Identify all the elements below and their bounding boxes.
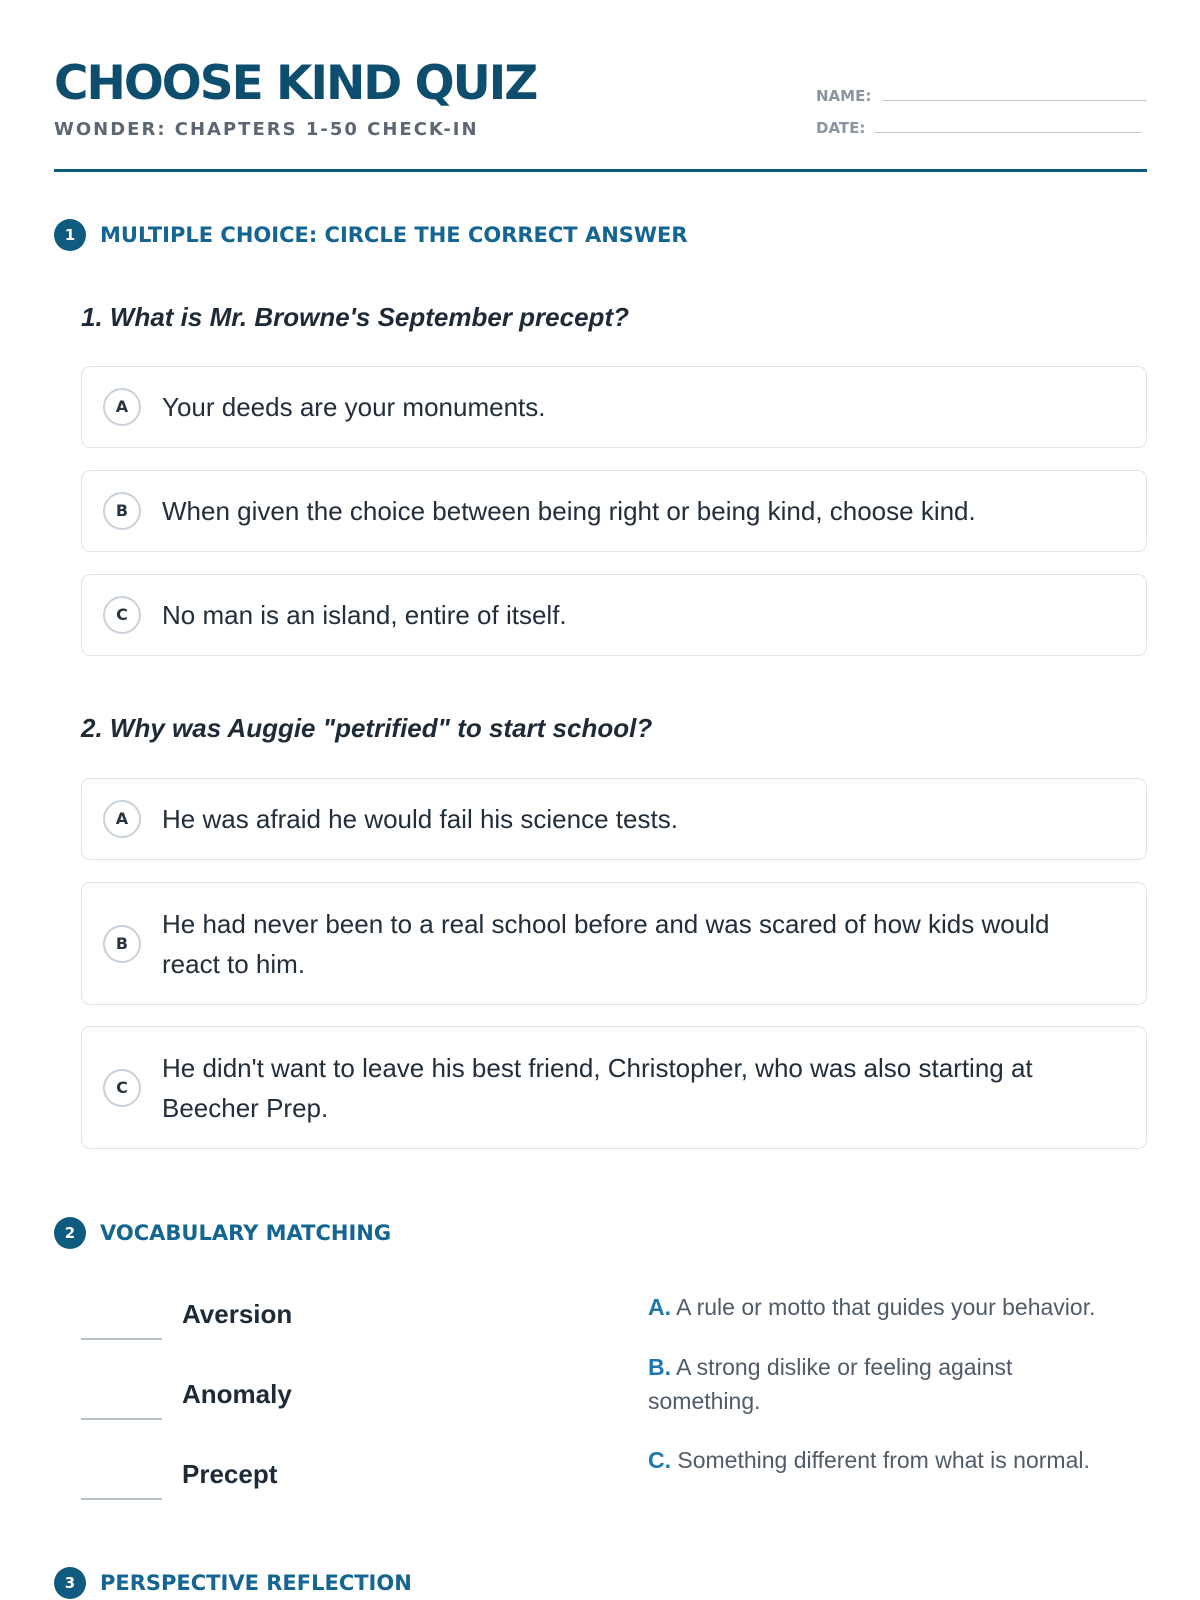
option-text: He had never been to a real school before and was scared of how kids would react to him.	[162, 908, 1050, 979]
option-letter-badge: C	[103, 1069, 141, 1107]
answer-option[interactable]	[81, 366, 1147, 448]
section-title: PERSPECTIVE REFLECTION	[100, 1571, 412, 1595]
option-letter-badge: C	[103, 596, 141, 634]
quiz-page	[54, 0, 1147, 1600]
definition-letter: C.	[648, 1447, 671, 1473]
vocab-definition	[648, 1443, 1118, 1477]
name-line[interactable]	[882, 100, 1147, 101]
answer-blank[interactable]	[81, 1338, 162, 1340]
vocab-word: Precept	[182, 1459, 278, 1489]
vocab-definition	[648, 1290, 1118, 1324]
name-field[interactable]	[816, 86, 1147, 106]
vocab-word: Anomaly	[182, 1379, 292, 1409]
answer-blank[interactable]	[81, 1498, 162, 1500]
date-line[interactable]	[874, 132, 1141, 133]
definition-text: Something different from what is normal.	[677, 1447, 1090, 1473]
section-number-badge: 1	[54, 219, 86, 251]
option-letter-badge: A	[103, 800, 141, 838]
section-title: MULTIPLE CHOICE: CIRCLE THE CORRECT ANSWER	[100, 223, 688, 247]
option-text: No man is an island, entire of itself.	[162, 600, 567, 630]
definition-letter: A.	[648, 1294, 671, 1320]
question-prompt: 1. What is Mr. Browne's September precept?	[81, 302, 629, 332]
vocab-definition	[648, 1350, 1118, 1418]
definition-text: A rule or motto that guides your behavior.	[676, 1294, 1096, 1320]
answer-option[interactable]	[81, 882, 1147, 1005]
quiz-subtitle: WONDER: CHAPTERS 1-50 CHECK-IN	[54, 119, 479, 140]
option-letter-badge: B	[103, 925, 141, 963]
answer-blank[interactable]	[81, 1418, 162, 1420]
date-field[interactable]	[816, 118, 1147, 138]
option-letter-badge: B	[103, 492, 141, 530]
option-text: He was afraid he would fail his science tests.	[162, 804, 678, 834]
section-number-badge: 3	[54, 1567, 86, 1599]
definition-letter: B.	[648, 1354, 671, 1380]
quiz-title: CHOOSE KIND QUIZ	[54, 56, 537, 111]
answer-option[interactable]	[81, 470, 1147, 552]
quiz-header	[54, 56, 1147, 172]
question-prompt: 2. Why was Auggie "petrified" to start school?	[81, 713, 653, 743]
option-text: He didn't want to leave his best friend, Christopher, who was also starting at Beecher Prep.	[162, 1052, 1033, 1123]
vocab-word: Aversion	[182, 1299, 293, 1329]
answer-option[interactable]	[81, 1026, 1147, 1149]
option-letter-badge: A	[103, 388, 141, 426]
date-label: DATE:	[816, 119, 866, 137]
section-number-badge: 2	[54, 1217, 86, 1249]
name-label: NAME:	[816, 87, 872, 105]
option-text: When given the choice between being right or being kind, choose kind.	[162, 496, 976, 526]
answer-option[interactable]	[81, 778, 1147, 860]
option-text: Your deeds are your monuments.	[162, 392, 546, 422]
answer-option[interactable]	[81, 574, 1147, 656]
definition-text: A strong dislike or feeling against something.	[648, 1354, 1013, 1414]
section-title: VOCABULARY MATCHING	[100, 1221, 392, 1245]
